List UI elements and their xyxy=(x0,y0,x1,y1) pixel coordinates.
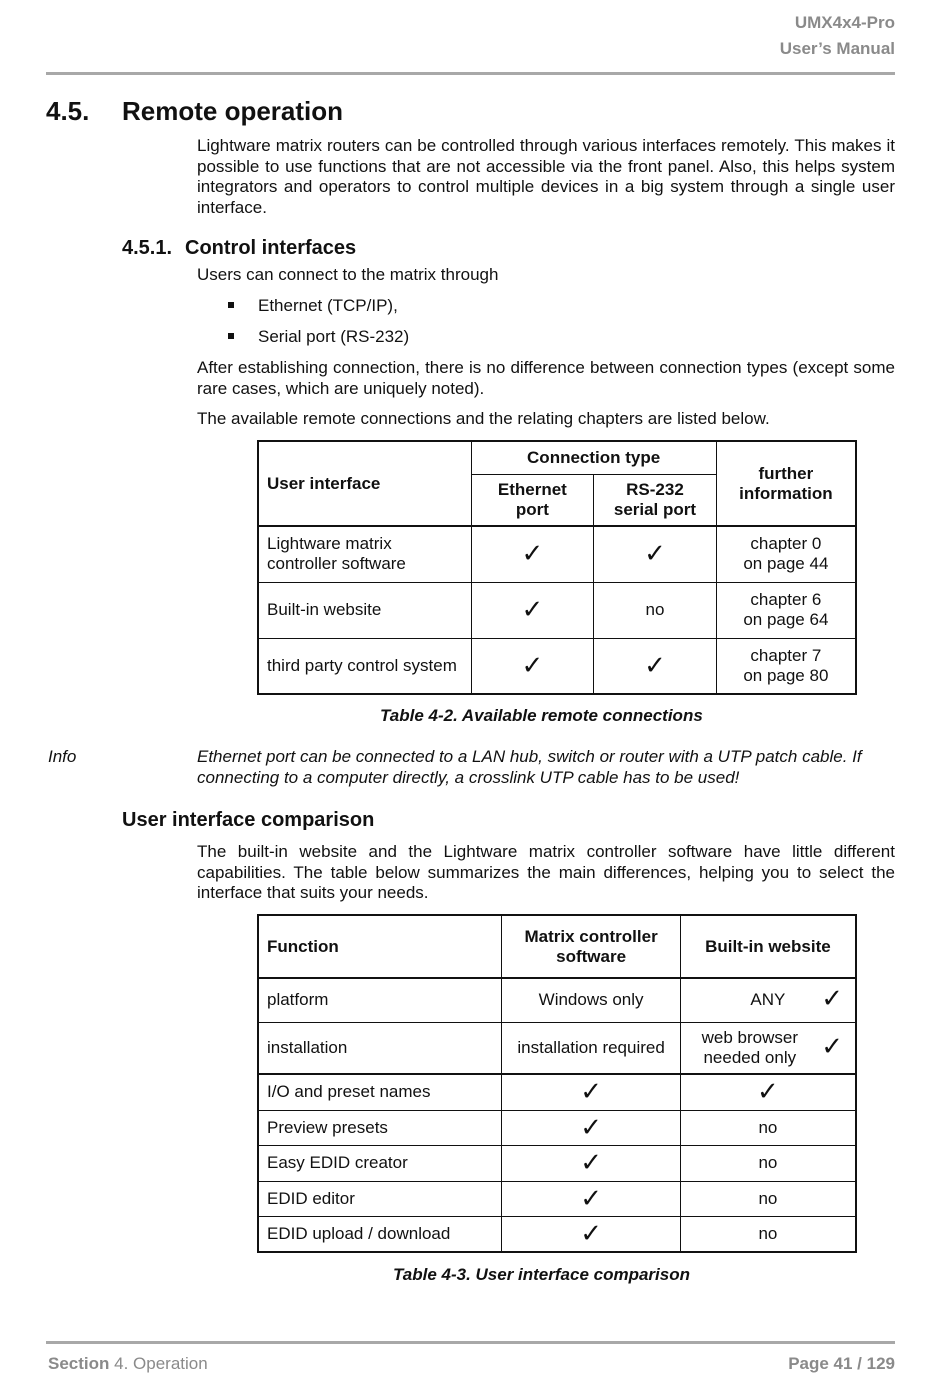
check-icon: ✓ xyxy=(594,638,717,694)
web-value: ANY xyxy=(750,990,786,1010)
table-row xyxy=(258,638,856,694)
section-title: Remote operation xyxy=(122,96,344,126)
header-product: UMX4x4-Pro xyxy=(794,13,895,32)
cell-value: no xyxy=(680,1110,856,1145)
bullet-square-icon xyxy=(228,333,234,339)
check-icon: ✓ xyxy=(502,1181,680,1216)
connect-intro: Users can connect to the matrix through xyxy=(197,265,499,284)
cell-value: no xyxy=(680,1216,856,1252)
cell-info xyxy=(716,638,856,694)
cell-function: installation xyxy=(258,1022,502,1074)
subsection-heading xyxy=(122,237,356,260)
bullet-text: Ethernet (TCP/IP), xyxy=(258,296,398,315)
cell-info xyxy=(716,582,856,638)
check-icon: ✓ xyxy=(471,526,594,582)
table1-caption: Table 4-2. Available remote connections xyxy=(380,706,703,725)
cell-function: platform xyxy=(258,978,502,1022)
table-row xyxy=(258,1145,856,1181)
ui-comparison-table xyxy=(257,914,857,1253)
cell-function: Easy EDID creator xyxy=(258,1145,502,1181)
info-chapter: chapter 7 xyxy=(750,645,822,665)
table-row xyxy=(258,582,856,638)
check-icon: ✓ xyxy=(594,526,717,582)
cell-function: Preview presets xyxy=(258,1110,502,1145)
table-row xyxy=(258,1181,856,1216)
section-heading xyxy=(46,96,343,127)
cell-function: EDID upload / download xyxy=(258,1216,502,1252)
footer-section-label: Section xyxy=(48,1354,110,1373)
check-icon: ✓ xyxy=(471,582,594,638)
after-paragraph: After establishing connection, there is no difference between connection types (except some rare cases, which are uniquely noted). xyxy=(197,358,895,398)
cell-value: no xyxy=(680,1181,856,1216)
header-doc: User’s Manual xyxy=(779,39,895,58)
check-icon: ✓ xyxy=(502,1074,680,1110)
cell-value: no xyxy=(680,1145,856,1181)
cell-function: EDID editor xyxy=(258,1181,502,1216)
table2-caption: Table 4-3. User interface comparison xyxy=(393,1265,690,1284)
check-icon: ✓ xyxy=(502,1110,680,1145)
cell-function: I/O and preset names xyxy=(258,1074,502,1110)
header-connection-type: Connection type xyxy=(471,441,716,474)
footer-section-rest: 4. Operation xyxy=(114,1354,208,1373)
check-icon: ✓ xyxy=(821,984,843,1014)
footer-page: Page 41 / 129 xyxy=(788,1354,895,1373)
info-chapter: chapter 0 xyxy=(750,534,822,554)
header-function: Function xyxy=(258,915,502,978)
table-row xyxy=(258,1216,856,1252)
footer-section xyxy=(48,1354,208,1374)
comparison-paragraph: The built-in website and the Lightware matrix controller software have little different capabilities. The table below summarizes the main differences, helping you to select the interface that suits your needs. xyxy=(197,842,895,902)
header-user-interface: User interface xyxy=(258,441,471,526)
info-page: on page 80 xyxy=(743,665,829,685)
header-matrix-controller: Matrix controller software xyxy=(502,915,680,978)
table-row xyxy=(258,978,856,1022)
info-page: on page 44 xyxy=(743,554,829,574)
header-rs232-port: RS-232 serial port xyxy=(594,474,717,526)
info-chapter: chapter 6 xyxy=(750,590,822,609)
comparison-heading: User interface comparison xyxy=(122,809,375,831)
list-intro: The available remote connections and the relating chapters are listed below. xyxy=(197,409,770,428)
cell-value xyxy=(680,1022,856,1074)
bullet-square-icon xyxy=(228,302,234,308)
cell-ui: Lightware matrix controller software xyxy=(258,526,471,582)
web-value: web browser needed only xyxy=(701,1027,798,1067)
remote-connections-table xyxy=(257,440,857,695)
table-row xyxy=(258,1022,856,1074)
cell-value xyxy=(680,978,856,1022)
header-rule xyxy=(46,72,895,75)
header-built-in-website: Built-in website xyxy=(680,915,856,978)
check-icon: ✓ xyxy=(821,1031,843,1062)
subsection-title: Control interfaces xyxy=(185,237,357,259)
intro-paragraph: Lightware matrix routers can be controlled through various interfaces remotely. This makes it possible to use functions that are not accessible via the front panel. Also, this helps system integrators and operators to control multiple devices in a big system through a single user interface. xyxy=(197,136,895,217)
check-icon: ✓ xyxy=(502,1145,680,1181)
page-header xyxy=(780,10,895,62)
check-icon: ✓ xyxy=(502,1216,680,1252)
table-row xyxy=(258,526,856,582)
cell-ui: third party control system xyxy=(258,638,471,694)
check-icon: ✓ xyxy=(471,638,594,694)
table-row xyxy=(258,1074,856,1110)
info-label: Info xyxy=(48,747,77,766)
bullet-item xyxy=(228,296,398,316)
bullet-text: Serial port (RS-232) xyxy=(258,327,410,346)
check-icon: ✓ xyxy=(680,1074,856,1110)
header-ethernet-port: Ethernet port xyxy=(471,474,594,526)
cell-value: Windows only xyxy=(502,978,680,1022)
cell-value: no xyxy=(594,582,717,638)
cell-info xyxy=(716,526,856,582)
cell-value: installation required xyxy=(502,1022,680,1074)
subsection-number: 4.5.1. xyxy=(122,237,173,259)
table-row xyxy=(258,1110,856,1145)
bullet-item xyxy=(228,327,409,347)
footer-rule xyxy=(46,1341,895,1344)
info-text: Ethernet port can be connected to a LAN hub, switch or router with a UTP patch cable. If connecting to a computer directly, a crosslink UTP cable has to be used! xyxy=(197,747,862,787)
info-page: on page 64 xyxy=(743,610,829,629)
cell-ui: Built-in website xyxy=(258,582,471,638)
header-further-info: further information xyxy=(716,441,856,526)
section-number: 4.5. xyxy=(46,96,90,126)
